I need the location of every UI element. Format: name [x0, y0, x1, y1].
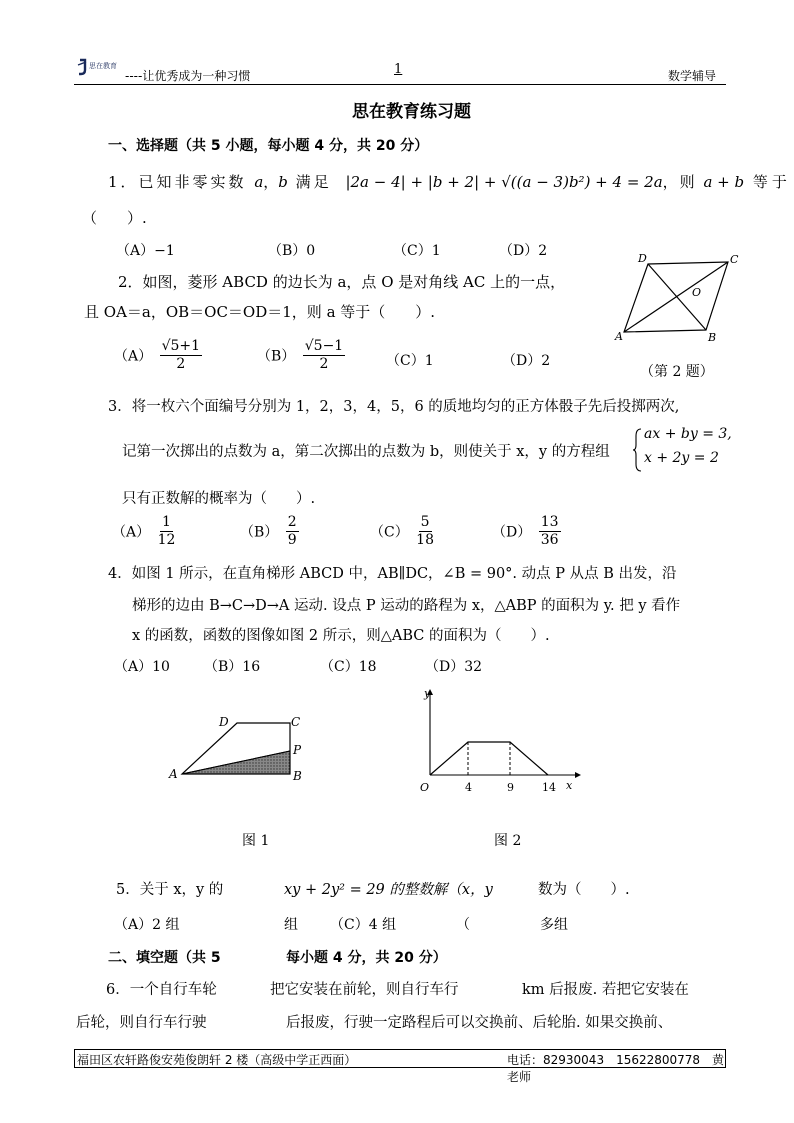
logo [76, 58, 122, 76]
q5-option-b: 组 [284, 917, 298, 933]
header-slogan: ----让优秀成为一种习惯 [125, 69, 251, 83]
rhombus-label-o: O [692, 286, 702, 299]
q5-option-c: （C）4 组 [330, 917, 397, 933]
graph-label-x: x [566, 779, 573, 792]
q2-option-a-fraction: $\frac{√5+1}{2}$ [161, 338, 201, 372]
footer-address: 福田区农轩路俊安苑俊朗轩 2 楼（高级中学正西面） [77, 1053, 357, 1067]
q5-option-d-start: （ [456, 917, 470, 933]
page-footer [74, 1049, 726, 1084]
graph-label-y: y [424, 687, 431, 700]
q4-figure-1-trapezoid [165, 705, 315, 795]
logo-text: 思在教育 [89, 62, 117, 70]
q6-line2a: 后轮，则自行车行驶 [76, 1015, 207, 1031]
graph-tick-4: 4 [465, 781, 472, 794]
q4-line2: 梯形的边由 B→C→D→A 运动. 设点 P 运动的路程为 x，△ABP 的面积为 y. 把 y 看作 [132, 598, 681, 614]
q4-figure-2-graph [410, 685, 585, 800]
rhombus-label-b: B [708, 331, 717, 344]
q2-option-d: （D）2 [502, 353, 551, 369]
header-rule [74, 84, 726, 85]
q4-figure-1-caption: 图 1 [242, 833, 270, 849]
q1-option-a: （A）−1 [116, 243, 175, 259]
q4-option-c: （C）18 [320, 659, 377, 675]
trap-label-p: P [293, 743, 302, 757]
q6-line2b: 后报废，行驶一定路程后可以交换前、后轮胎. 如果交换前、 [286, 1015, 673, 1031]
q3-line3: 只有正数解的概率为（ ）. [122, 491, 316, 507]
q2-rhombus-figure [610, 250, 740, 350]
rhombus-label-c: C [730, 253, 739, 266]
rhombus-label-a: A [615, 330, 623, 343]
page-title: 思在教育练习题 [352, 102, 471, 122]
q3-line2: 记第一次掷出的点数为 a，第二次掷出的点数为 b，则使关于 x，y 的方程组 [122, 444, 610, 460]
q2-option-a: （A） $\frac{√5+1}{2}$ [114, 338, 201, 372]
trap-label-d: D [219, 715, 229, 729]
q2-line1: 2．如图，菱形 ABCD 的边长为 a，点 O 是对角线 AC 上的一点， [118, 273, 566, 291]
q3-eq1: ax + by = 3, [644, 426, 732, 442]
trap-label-b: B [293, 769, 302, 783]
question-1: 1．已知非零实数 a，b 满足 |2a − 4| + |b + 2| + √((a − 3)b²) + 4 = 2a，则 a + b 等于 [108, 173, 791, 191]
q1-formula: |2a − 4| + |b + 2| + √((a − 3)b²) + 4 = 2a [345, 173, 663, 191]
trap-label-c: C [291, 715, 301, 729]
graph-tick-14: 14 [542, 781, 556, 794]
rhombus-label-d: D [638, 252, 647, 265]
q1-option-c: （C）1 [393, 243, 441, 259]
section-heading-fill-b: 每小题 4 分，共 20 分） [286, 950, 447, 966]
q3-eq2: x + 2y = 2 [644, 450, 719, 466]
footer-phone: 电话：82930043 15622800778 黄老师 [507, 1053, 725, 1084]
q5-part3: 数为（ ）. [538, 882, 630, 898]
q1-option-d: （D）2 [499, 243, 548, 259]
q5-option-a: （A）2 组 [114, 917, 180, 933]
q6-line1c: km 后报废. 若把它安装在 [522, 982, 689, 998]
q4-option-b: （B）16 [204, 659, 261, 675]
header-subject: 数学辅导 [668, 69, 717, 83]
q1-lead: 1．已知非零实数 [108, 173, 255, 191]
q3-option-b: （B） $\frac{2}{9}$ [240, 514, 297, 548]
q6-line1b: 把它安装在前轮，则自行车行 [270, 982, 459, 998]
q2-figure-caption: （第 2 题） [640, 364, 714, 380]
trap-label-a: A [169, 767, 178, 781]
q3-option-a: （A） $\frac{1}{12}$ [112, 514, 176, 548]
q4-option-a: （A）10 [114, 659, 170, 675]
q4-line1: 4．如图 1 所示，在直角梯形 ABCD 中，AB∥DC，∠B = 90°. 动点 P 从点 B 出发，沿 [108, 566, 677, 582]
brace-icon [632, 428, 642, 472]
q1-answer-paren: （ ）. [82, 209, 147, 227]
q1-option-b: （B）0 [268, 243, 316, 259]
q5-part2: xy + 2y² = 29 的整数解（x，y [284, 882, 493, 898]
q6-line1a: 6．一个自行车轮 [106, 982, 217, 998]
q3-line1: 3．将一枚六个面编号分别为 1，2，3，4，5，6 的质地均匀的正方体骰子先后投掷两次, [108, 399, 680, 415]
q3-option-c: （C） $\frac{5}{18}$ [370, 514, 434, 548]
q5-option-d-end: 多组 [540, 917, 568, 933]
graph-tick-9: 9 [507, 781, 514, 794]
graph-label-origin: O [420, 781, 430, 794]
header-page-number: 1 [394, 62, 403, 77]
q3-option-d: （D） $\frac{13}{36}$ [492, 514, 559, 548]
q4-figure-2-caption: 图 2 [494, 833, 522, 849]
q2-line2: 且 OA＝a，OB＝OC＝OD＝1，则 a 等于（ ）. [84, 303, 436, 321]
section-heading-fill-a: 二、填空题（共 5 [108, 950, 221, 966]
section-heading-choice: 一、选择题（共 5 小题，每小题 4 分，共 20 分） [108, 138, 429, 154]
q2-option-b: （B） $\frac{√5-1}{2}$ [257, 338, 344, 372]
q2-option-c: （C）1 [386, 353, 434, 369]
q4-line3: x 的函数，函数的图像如图 2 所示，则△ABC 的面积为（ ）. [132, 628, 550, 644]
q2-option-b-fraction: $\frac{√5-1}{2}$ [304, 338, 344, 372]
q4-option-d: （D）32 [425, 659, 483, 675]
q5-part1: 5．关于 x，y 的 [116, 882, 224, 898]
